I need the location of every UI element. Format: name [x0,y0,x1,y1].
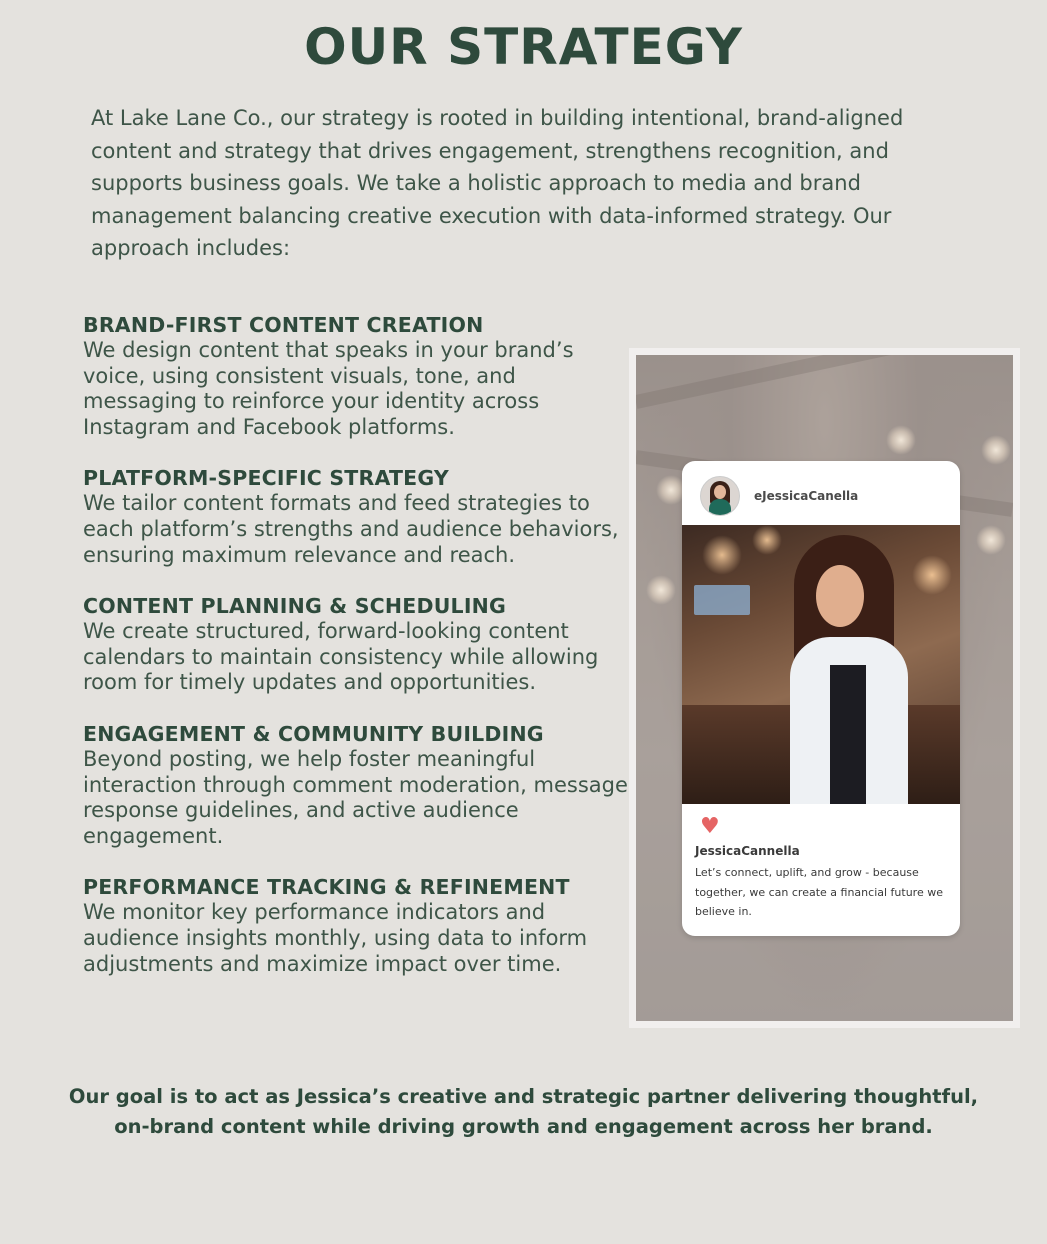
approach-heading: BRAND-FIRST CONTENT CREATION [83,313,484,337]
approach-item-platform-specific [83,465,628,568]
intro-paragraph: At Lake Lane Co., our strategy is rooted in building intentional, brand-aligned content and strategy that drives engagement, strengthens recognition, and supports business goals. We take a holistic approach to media and brand management balancing creative execution with data-informed strategy. Our approach includes: [91,106,904,260]
approach-body: We monitor key performance indicators and audience insights monthly, using data to inform adjustments and maximize impact over time. [83,900,588,976]
approach-heading: PLATFORM-SPECIFIC STRATEGY [83,466,449,491]
approach-body: Beyond posting, we help foster meaningful interaction through comment moderation, message response guidelines, and active audience engagement. [83,746,628,848]
heart-icon: ♥ [700,814,720,839]
page-title: OUR STRATEGY [304,18,743,76]
avatar [700,476,740,516]
approach-heading: PERFORMANCE TRACKING & REFINEMENT [83,875,570,900]
post-photo [682,525,960,804]
closing-statement: Our goal is to act as Jessica’s creative and strategic partner delivering thoughtful, on-brand content while driving growth and engagement across her brand. [68,1085,979,1138]
post-handle: eJessicaCanella [754,489,859,503]
approach-body: We create structured, forward-looking content calendars to maintain consistency while allowing room for timely updates and opportunities. [83,619,599,695]
post-username: JessicaCannella [695,844,800,858]
post-caption: Let’s connect, uplift, and grow - because together, we can create a financial future we believe in. [695,866,943,918]
social-post-mockup [629,348,1020,1028]
approach-body: We tailor content formats and feed strategies to each platform’s strengths and audience behaviors, ensuring maximum relevance and reach. [83,491,619,567]
restaurant-background-image [636,355,1013,1021]
approach-list [83,312,628,1002]
approach-item-engagement [83,721,628,849]
post-header [700,475,858,517]
instagram-post-card [682,461,960,936]
approach-item-performance [83,874,628,977]
approach-heading: ENGAGEMENT & COMMUNITY BUILDING [83,721,544,746]
approach-item-planning [83,593,628,696]
approach-heading: CONTENT PLANNING & SCHEDULING [83,594,507,619]
approach-item-brand-first [83,312,628,440]
approach-body: We design content that speaks in your brand’s voice, using consistent visuals, tone, and messaging to reinforce your identity across Instagram and Facebook platforms. [83,338,574,439]
